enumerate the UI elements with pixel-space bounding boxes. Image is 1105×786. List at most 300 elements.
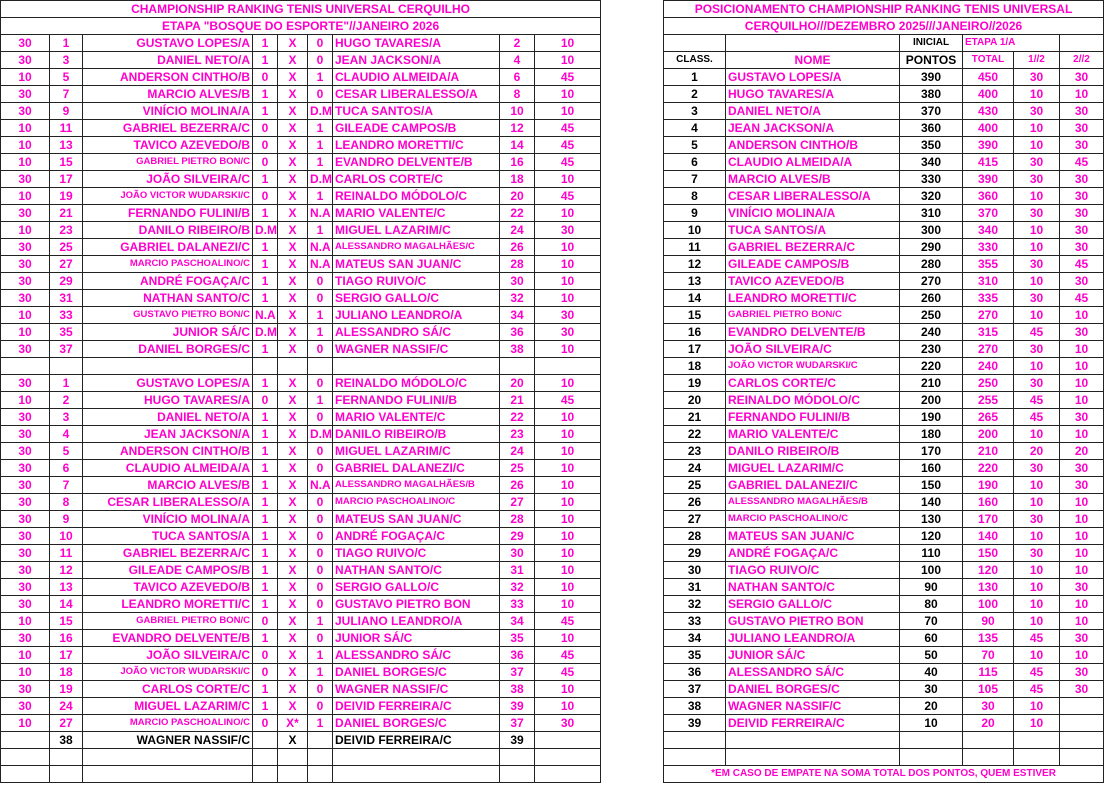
- score-left: 1: [253, 375, 278, 392]
- seed-right: [500, 749, 535, 766]
- stage-1-cell: 30: [1014, 460, 1060, 477]
- initial-points-cell: 50: [900, 647, 963, 664]
- class-cell: 34: [664, 630, 726, 647]
- stage-2-cell: 45: [1060, 154, 1104, 171]
- initial-points-cell: 90: [900, 579, 963, 596]
- seed-left: 23: [50, 222, 83, 239]
- initial-points-cell: 290: [900, 239, 963, 256]
- class-cell: 25: [664, 477, 726, 494]
- header-etapa: ETAPA 1/A: [963, 35, 1060, 52]
- player-right: JEAN JACKSON/A: [333, 52, 500, 69]
- player-right: ALESSANDRO MAGALHÃES/C: [333, 239, 500, 256]
- seed-left: [50, 358, 83, 375]
- points-left: 30: [1, 562, 50, 579]
- seed-left: 19: [50, 681, 83, 698]
- points-right: 10: [535, 205, 601, 222]
- ranking-row: [664, 341, 1104, 358]
- score-left: 0: [253, 137, 278, 154]
- empty-cell: [963, 749, 1014, 766]
- match-row: [1, 647, 601, 664]
- player-right: CESAR LIBERALESSO/A: [333, 86, 500, 103]
- player-right: HUGO TAVARES/A: [333, 35, 500, 52]
- score-right: 0: [308, 341, 333, 358]
- seed-left: 37: [50, 341, 83, 358]
- class-cell: 17: [664, 341, 726, 358]
- points-right: 10: [535, 375, 601, 392]
- match-row: [1, 596, 601, 613]
- seed-right: 28: [500, 256, 535, 273]
- player-left: GABRIEL PIETRO BON/C: [83, 154, 253, 171]
- versus: X: [278, 120, 308, 137]
- seed-right: 14: [500, 137, 535, 154]
- stage-2-cell: 10: [1060, 596, 1104, 613]
- match-row: [1, 35, 601, 52]
- stage-1-cell: 30: [1014, 154, 1060, 171]
- versus: X: [278, 35, 308, 52]
- points-left: 10: [1, 188, 50, 205]
- versus: X: [278, 103, 308, 120]
- match-row: [1, 86, 601, 103]
- empty-cell: [1060, 749, 1104, 766]
- name-cell: TUCA SANTOS/A: [726, 222, 900, 239]
- initial-points-cell: 200: [900, 392, 963, 409]
- seed-right: 30: [500, 273, 535, 290]
- seed-right: [500, 766, 535, 783]
- points-right: 10: [535, 562, 601, 579]
- score-left: 1: [253, 545, 278, 562]
- points-left: 30: [1, 290, 50, 307]
- points-right: [535, 732, 601, 749]
- points-left: 30: [1, 35, 50, 52]
- stage-2-cell: 30: [1060, 222, 1104, 239]
- player-right: GABRIEL DALANEZI/C: [333, 460, 500, 477]
- player-left: GILEADE CAMPOS/B: [83, 562, 253, 579]
- match-row: [1, 579, 601, 596]
- name-cell: ALESSANDRO SÁ/C: [726, 664, 900, 681]
- score-right: 1: [308, 613, 333, 630]
- score-right: 1: [308, 392, 333, 409]
- versus: [278, 358, 308, 375]
- class-cell: 21: [664, 409, 726, 426]
- score-right: 1: [308, 647, 333, 664]
- name-cell: NATHAN SANTO/C: [726, 579, 900, 596]
- versus: [278, 766, 308, 783]
- initial-points-cell: 140: [900, 494, 963, 511]
- total-cell: 310: [963, 273, 1014, 290]
- points-left: 10: [1, 137, 50, 154]
- seed-left: 7: [50, 86, 83, 103]
- match-row: [1, 443, 601, 460]
- ranking-row: [664, 239, 1104, 256]
- score-right: 1: [308, 137, 333, 154]
- total-cell: 160: [963, 494, 1014, 511]
- total-cell: 390: [963, 171, 1014, 188]
- points-left: 30: [1, 579, 50, 596]
- initial-points-cell: 270: [900, 273, 963, 290]
- points-right: 10: [535, 341, 601, 358]
- name-cell: GABRIEL BEZERRA/C: [726, 239, 900, 256]
- class-cell: 7: [664, 171, 726, 188]
- name-cell: MATEUS SAN JUAN/C: [726, 528, 900, 545]
- seed-left: 18: [50, 664, 83, 681]
- player-right: EVANDRO DELVENTE/B: [333, 154, 500, 171]
- name-cell: JUNIOR SÁ/C: [726, 647, 900, 664]
- player-left: GUSTAVO LOPES/A: [83, 35, 253, 52]
- name-cell: DANILO RIBEIRO/B: [726, 443, 900, 460]
- player-left: JOÃO SILVEIRA/C: [83, 171, 253, 188]
- total-cell: 210: [963, 443, 1014, 460]
- initial-points-cell: 250: [900, 307, 963, 324]
- versus: X: [278, 443, 308, 460]
- total-cell: 90: [963, 613, 1014, 630]
- score-right: [308, 749, 333, 766]
- class-cell: 14: [664, 290, 726, 307]
- total-cell: 450: [963, 69, 1014, 86]
- player-right: GILEADE CAMPOS/B: [333, 120, 500, 137]
- ranking-row: [664, 596, 1104, 613]
- ranking-row: [664, 137, 1104, 154]
- score-right: 0: [308, 698, 333, 715]
- points-right: 30: [535, 307, 601, 324]
- score-left: [253, 766, 278, 783]
- total-cell: 200: [963, 426, 1014, 443]
- empty-row: [664, 749, 1104, 766]
- stage-2-cell: 10: [1060, 613, 1104, 630]
- stage-2-cell: 30: [1060, 664, 1104, 681]
- ranking-row: [664, 324, 1104, 341]
- initial-points-cell: 350: [900, 137, 963, 154]
- score-right: N.A: [308, 477, 333, 494]
- points-right: 10: [535, 426, 601, 443]
- ranking-row: [664, 613, 1104, 630]
- score-left: 1: [253, 698, 278, 715]
- class-cell: 15: [664, 307, 726, 324]
- player-left: MIGUEL LAZARIM/C: [83, 698, 253, 715]
- ranking-row: [664, 222, 1104, 239]
- score-right: 0: [308, 460, 333, 477]
- player-left: JOÃO VICTOR WUDARSKI/C: [83, 188, 253, 205]
- initial-points-cell: 390: [900, 69, 963, 86]
- stage-2-cell: 30: [1060, 69, 1104, 86]
- total-cell: 360: [963, 188, 1014, 205]
- score-left: 1: [253, 596, 278, 613]
- player-right: DANIEL BORGES/C: [333, 664, 500, 681]
- player-left: EVANDRO DELVENTE/B: [83, 630, 253, 647]
- match-row: [1, 664, 601, 681]
- player-left: DANIEL NETO/A: [83, 409, 253, 426]
- points-left: 10: [1, 222, 50, 239]
- name-cell: JOÃO SILVEIRA/C: [726, 341, 900, 358]
- name-cell: JULIANO LEANDRO/A: [726, 630, 900, 647]
- player-left: GABRIEL BEZERRA/C: [83, 545, 253, 562]
- score-left: 0: [253, 154, 278, 171]
- stage-1-cell: 10: [1014, 579, 1060, 596]
- score-left: 0: [253, 715, 278, 732]
- player-right: WAGNER NASSIF/C: [333, 341, 500, 358]
- stage-2-cell: 30: [1060, 324, 1104, 341]
- stage-1-cell: 10: [1014, 86, 1060, 103]
- initial-points-cell: 150: [900, 477, 963, 494]
- ranking-row: [664, 664, 1104, 681]
- points-left: 30: [1, 171, 50, 188]
- total-cell: 135: [963, 630, 1014, 647]
- score-left: 0: [253, 188, 278, 205]
- seed-left: 11: [50, 545, 83, 562]
- class-cell: 13: [664, 273, 726, 290]
- empty-cell: [1014, 749, 1060, 766]
- points-right: 45: [535, 392, 601, 409]
- total-cell: 105: [963, 681, 1014, 698]
- stage-1-cell: 45: [1014, 324, 1060, 341]
- ranking-row: [664, 154, 1104, 171]
- match-row: [1, 69, 601, 86]
- versus: X: [278, 392, 308, 409]
- stage-2-cell: 10: [1060, 86, 1104, 103]
- seed-left: 24: [50, 698, 83, 715]
- stage-1-cell: 30: [1014, 545, 1060, 562]
- seed-right: 2: [500, 35, 535, 52]
- points-left: 30: [1, 426, 50, 443]
- class-cell: 35: [664, 647, 726, 664]
- seed-left: 1: [50, 375, 83, 392]
- points-left: 10: [1, 69, 50, 86]
- match-row: [1, 392, 601, 409]
- name-cell: ALESSANDRO MAGALHÃES/B: [726, 494, 900, 511]
- match-row: [1, 630, 601, 647]
- class-cell: 10: [664, 222, 726, 239]
- total-cell: 100: [963, 596, 1014, 613]
- player-right: DEIVID FERREIRA/C: [333, 732, 500, 749]
- header-blank: [664, 35, 726, 52]
- versus: X: [278, 477, 308, 494]
- player-right: [333, 358, 500, 375]
- empty-cell: [1060, 732, 1104, 749]
- match-row: [1, 715, 601, 732]
- initial-points-cell: 360: [900, 120, 963, 137]
- class-cell: 24: [664, 460, 726, 477]
- versus: X: [278, 562, 308, 579]
- empty-cell: [1014, 732, 1060, 749]
- player-right: ALESSANDRO SÁ/C: [333, 324, 500, 341]
- match-row: [1, 341, 601, 358]
- versus: X: [278, 664, 308, 681]
- player-right: MARIO VALENTE/C: [333, 205, 500, 222]
- total-cell: 430: [963, 103, 1014, 120]
- initial-points-cell: 380: [900, 86, 963, 103]
- seed-right: 22: [500, 205, 535, 222]
- versus: X: [278, 630, 308, 647]
- class-cell: 2: [664, 86, 726, 103]
- stage-1-cell: 30: [1014, 375, 1060, 392]
- match-row: [1, 52, 601, 69]
- ranking-row: [664, 273, 1104, 290]
- initial-points-cell: 240: [900, 324, 963, 341]
- class-cell: 32: [664, 596, 726, 613]
- total-cell: 330: [963, 239, 1014, 256]
- seed-left: 38: [50, 732, 83, 749]
- header-nome: NOME: [726, 52, 900, 69]
- stage-1-cell: 45: [1014, 392, 1060, 409]
- seed-right: 16: [500, 154, 535, 171]
- score-left: 1: [253, 511, 278, 528]
- player-right: CLAUDIO ALMEIDA/A: [333, 69, 500, 86]
- header-stage-2: 2//2: [1060, 52, 1104, 69]
- player-left: LEANDRO MORETTI/C: [83, 596, 253, 613]
- points-left: 30: [1, 443, 50, 460]
- versus: X: [278, 579, 308, 596]
- player-left: VINÍCIO MOLINA/A: [83, 511, 253, 528]
- empty-cell: [900, 749, 963, 766]
- total-cell: 390: [963, 137, 1014, 154]
- versus: X: [278, 409, 308, 426]
- total-cell: 335: [963, 290, 1014, 307]
- stage-2-cell: 30: [1060, 273, 1104, 290]
- name-cell: JEAN JACKSON/A: [726, 120, 900, 137]
- ranking-row: [664, 205, 1104, 222]
- right-subtitle: CERQUILHO///DEZEMBRO 2025///JANEIRO//2026: [664, 18, 1104, 35]
- versus: X: [278, 732, 308, 749]
- seed-left: 4: [50, 426, 83, 443]
- seed-right: 32: [500, 579, 535, 596]
- points-right: 10: [535, 256, 601, 273]
- ranking-row: [664, 103, 1104, 120]
- player-right: LEANDRO MORETTI/C: [333, 137, 500, 154]
- points-right: [535, 766, 601, 783]
- seed-right: 6: [500, 69, 535, 86]
- seed-right: 12: [500, 120, 535, 137]
- seed-right: 39: [500, 732, 535, 749]
- name-cell: GUSTAVO LOPES/A: [726, 69, 900, 86]
- total-cell: 400: [963, 86, 1014, 103]
- seed-right: 31: [500, 562, 535, 579]
- ranking-row: [664, 375, 1104, 392]
- versus: X: [278, 69, 308, 86]
- score-right: 0: [308, 409, 333, 426]
- seed-right: 37: [500, 715, 535, 732]
- stage-1-cell: 45: [1014, 681, 1060, 698]
- stage-1-cell: 30: [1014, 171, 1060, 188]
- player-right: TUCA SANTOS/A: [333, 103, 500, 120]
- versus: [278, 749, 308, 766]
- versus: X*: [278, 715, 308, 732]
- player-left: JOÃO SILVEIRA/C: [83, 647, 253, 664]
- versus: X: [278, 613, 308, 630]
- name-cell: TAVICO AZEVEDO/B: [726, 273, 900, 290]
- player-left: WAGNER NASSIF/C: [83, 732, 253, 749]
- stage-1-cell: 30: [1014, 256, 1060, 273]
- header-pontos: PONTOS: [900, 52, 963, 69]
- seed-right: 18: [500, 171, 535, 188]
- seed-left: 13: [50, 579, 83, 596]
- initial-points-cell: 110: [900, 545, 963, 562]
- name-cell: CESAR LIBERALESSO/A: [726, 188, 900, 205]
- name-cell: CARLOS CORTE/C: [726, 375, 900, 392]
- stage-1-cell: 10: [1014, 562, 1060, 579]
- seed-right: 29: [500, 528, 535, 545]
- stage-1-cell: 10: [1014, 137, 1060, 154]
- points-right: 10: [535, 409, 601, 426]
- points-right: 10: [535, 698, 601, 715]
- points-right: 10: [535, 273, 601, 290]
- initial-points-cell: 30: [900, 681, 963, 698]
- seed-left: 11: [50, 120, 83, 137]
- seed-right: 22: [500, 409, 535, 426]
- total-cell: 270: [963, 307, 1014, 324]
- score-right: 0: [308, 630, 333, 647]
- ranking-row: [664, 511, 1104, 528]
- class-cell: 29: [664, 545, 726, 562]
- name-cell: EVANDRO DELVENTE/B: [726, 324, 900, 341]
- ranking-row: [664, 715, 1104, 732]
- points-right: 10: [535, 443, 601, 460]
- seed-right: 28: [500, 511, 535, 528]
- stage-2-cell: 30: [1060, 103, 1104, 120]
- seed-right: 30: [500, 545, 535, 562]
- seed-left: 8: [50, 494, 83, 511]
- initial-points-cell: 10: [900, 715, 963, 732]
- stage-2-cell: [1060, 715, 1104, 732]
- class-cell: 31: [664, 579, 726, 596]
- seed-left: 12: [50, 562, 83, 579]
- versus: X: [278, 137, 308, 154]
- points-left: 30: [1, 494, 50, 511]
- player-left: GABRIEL DALANEZI/C: [83, 239, 253, 256]
- initial-points-cell: 310: [900, 205, 963, 222]
- class-cell: 9: [664, 205, 726, 222]
- score-right: 1: [308, 307, 333, 324]
- points-right: 10: [535, 511, 601, 528]
- header-blank: [726, 35, 900, 52]
- stage-1-cell: 20: [1014, 443, 1060, 460]
- seed-right: 38: [500, 341, 535, 358]
- versus: X: [278, 596, 308, 613]
- seed-right: 25: [500, 460, 535, 477]
- name-cell: MARCIO ALVES/B: [726, 171, 900, 188]
- player-right: JUNIOR SÁ/C: [333, 630, 500, 647]
- score-left: 1: [253, 477, 278, 494]
- stage-2-cell: 30: [1060, 171, 1104, 188]
- name-cell: ANDRÉ FOGAÇA/C: [726, 545, 900, 562]
- total-cell: 400: [963, 120, 1014, 137]
- class-cell: 11: [664, 239, 726, 256]
- player-right: MATEUS SAN JUAN/C: [333, 511, 500, 528]
- player-right: ALESSANDRO MAGALHÃES/B: [333, 477, 500, 494]
- seed-left: 1: [50, 35, 83, 52]
- stage-2-cell: [1060, 698, 1104, 715]
- seed-left: 29: [50, 273, 83, 290]
- score-left: 1: [253, 103, 278, 120]
- match-row: [1, 494, 601, 511]
- total-cell: 220: [963, 460, 1014, 477]
- match-row: [1, 562, 601, 579]
- stage-1-cell: 30: [1014, 205, 1060, 222]
- class-cell: 18: [664, 358, 726, 375]
- left-title: CHAMPIONSHIP RANKING TENIS UNIVERSAL CERQUILHO: [1, 1, 601, 18]
- score-right: 1: [308, 188, 333, 205]
- total-cell: 130: [963, 579, 1014, 596]
- total-cell: 120: [963, 562, 1014, 579]
- versus: X: [278, 154, 308, 171]
- score-right: 1: [308, 222, 333, 239]
- stage-1-cell: 10: [1014, 120, 1060, 137]
- points-right: 30: [535, 222, 601, 239]
- empty-cell: [664, 732, 726, 749]
- score-right: 0: [308, 35, 333, 52]
- points-left: 30: [1, 341, 50, 358]
- stage-2-cell: 10: [1060, 545, 1104, 562]
- class-cell: 16: [664, 324, 726, 341]
- stage-1-cell: 30: [1014, 341, 1060, 358]
